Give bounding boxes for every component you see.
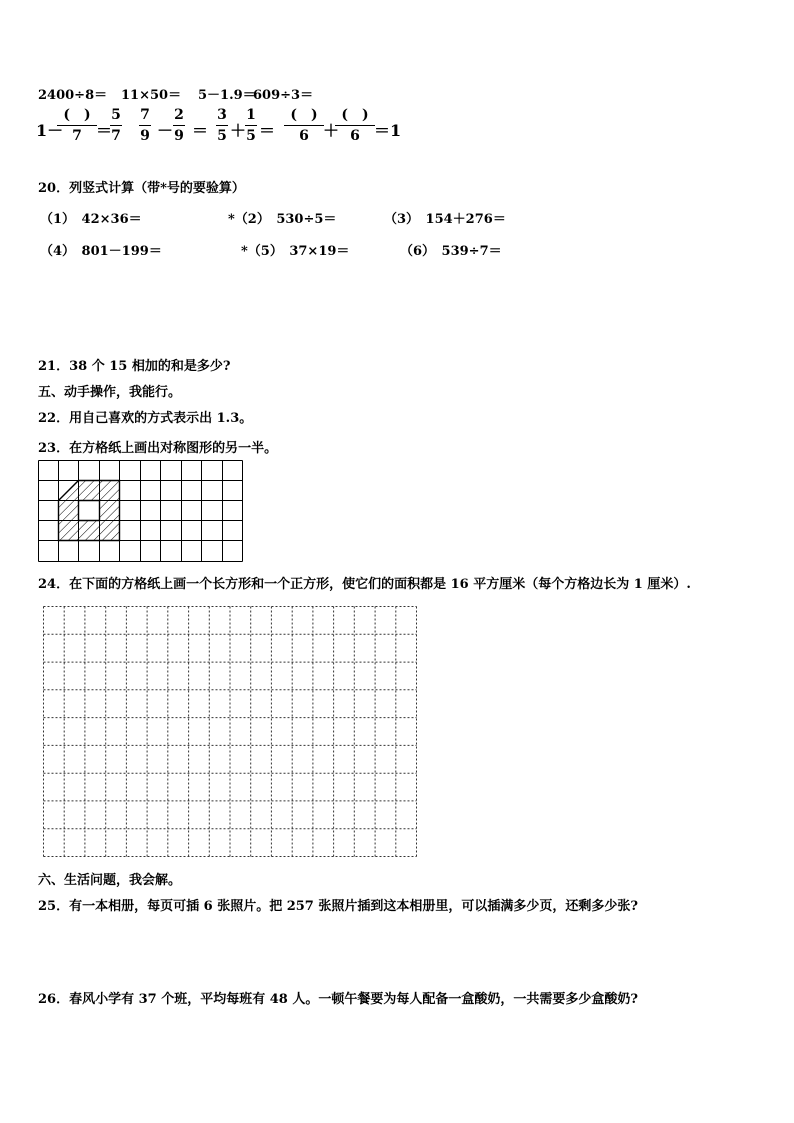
q24-text: 24．在下面的方格纸上画一个长方形和一个正方形，使它们的面积都是 16 平方厘米（每个方格边长为 1 厘米）.: [38, 577, 691, 592]
frac1-ans-den: 7: [111, 128, 121, 144]
frac3-a-num: 3: [217, 107, 227, 123]
frac1-lead: 1－: [36, 121, 64, 140]
frac1-blank: [57, 106, 97, 145]
frac4-b: [335, 106, 375, 145]
oral-item-4: 609÷3＝: [253, 88, 314, 103]
frac2-b: [164, 106, 194, 145]
q22-text: 22．用自己喜欢的方式表示出 1.3。: [38, 411, 253, 426]
hatched-half-shape: [59, 481, 120, 541]
frac4-op: ＋: [323, 121, 340, 140]
frac2-op: －: [157, 121, 174, 140]
frac4-b-num: ( ): [341, 107, 369, 123]
frac2-a-num: 7: [140, 107, 150, 123]
frac2-a-den: 9: [140, 128, 150, 144]
frac3-b-num: 1: [246, 107, 256, 123]
frac1-answer: [98, 106, 134, 145]
frac1-ans-num: 5: [111, 107, 121, 123]
frac1-eq: ＝: [96, 121, 113, 140]
frac3-eq: ＝: [259, 121, 276, 140]
frac2-b-den: 9: [174, 128, 184, 144]
section-6-heading: 六、生活问题，我会解。: [38, 873, 182, 888]
symmetry-grid[interactable]: [38, 460, 244, 564]
frac3-op: ＋: [230, 121, 247, 140]
frac2-eq: ＝: [192, 121, 209, 140]
q21-text: 21．38 个 15 相加的和是多少?: [38, 359, 231, 374]
q20-item-4: （4） 801－199＝: [40, 244, 162, 259]
frac3-a-den: 5: [217, 128, 227, 144]
q20-item-3: （3） 154＋276＝: [384, 212, 506, 227]
section-5-heading: 五、动手操作，我能行。: [38, 385, 182, 400]
frac2-a: [130, 106, 160, 145]
q20-item-5: *（5） 37×19＝: [241, 244, 350, 259]
frac4-a-num: ( ): [290, 107, 318, 123]
frac2-b-num: 2: [174, 107, 184, 123]
frac1-num: ( ): [63, 107, 91, 123]
q25-text: 25．有一本相册，每页可插 6 张照片。把 257 张照片插到这本相册里，可以插满多少页，还剩多少张?: [38, 899, 638, 914]
frac1-den: 7: [72, 128, 82, 144]
q20-item-6: （6） 539÷7＝: [400, 244, 502, 259]
frac3-b-den: 5: [246, 128, 256, 144]
oral-item-3: 5－1.9＝: [198, 88, 256, 103]
oral-item-1: 2400÷8＝: [38, 88, 108, 103]
frac4-a-den: 6: [299, 128, 309, 144]
q20-item-2: *（2） 530÷5＝: [228, 212, 337, 227]
frac4-b-den: 6: [350, 128, 360, 144]
q26-text: 26．春风小学有 37 个班，平均每班有 48 人。一顿午餐要为每人配备一盒酸奶，一共需要多少盒酸奶?: [38, 992, 638, 1007]
q20-title: 20．列竖式计算（带*号的要验算）: [38, 181, 245, 196]
oral-item-2: 11×50＝: [121, 88, 182, 103]
area-grid[interactable]: [43, 606, 419, 858]
q23-text: 23．在方格纸上画出对称图形的另一半。: [38, 441, 278, 456]
frac4-eq: ＝1: [374, 121, 402, 140]
frac4-a: [284, 106, 324, 145]
q20-item-1: （1） 42×36＝: [40, 212, 142, 227]
